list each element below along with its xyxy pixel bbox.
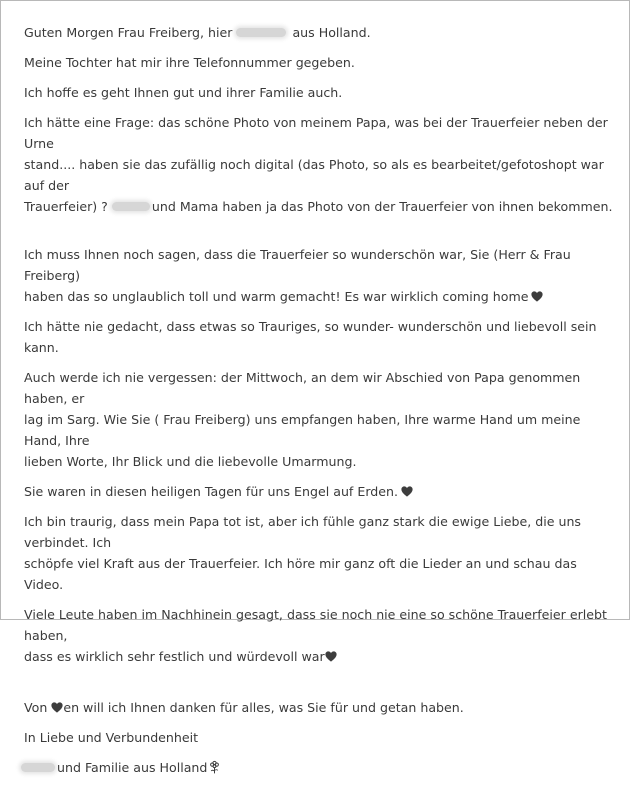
farewell-line-2: lag im Sarg. Wie Sie ( Frau Freiberg) uns empfangen haben, Ihre warme Hand um meine Hand, Ihre [24,412,581,448]
redacted-name [236,28,286,37]
heart-icon [325,651,337,662]
paragraph-farewell [24,367,614,472]
greeting-text-before: Guten Morgen Frau Freiberg, hier [24,25,233,40]
question-line-3-end: und Mama haben ja das Photo von der Trauerfeier von ihnen bekommen. [151,199,613,214]
paragraph-angels [24,481,614,502]
grief-line-2: schöpfe viel Kraft aus der Trauerfeier. Ich höre mir ganz oft die Lieder an und schau das Video. [24,556,577,592]
redacted-name [112,202,150,211]
heart-icon [51,702,63,713]
thanks-text-after: en will ich Ihnen danken für alles, was Sie für und getan haben. [63,700,464,715]
paragraph-phone: Meine Tochter hat mir ihre Telefonnummer gegeben. [24,55,355,70]
question-line-2: stand.... haben sie das zufällig noch digital (das Photo, so als es bearbeitet/gefotoshopt war auf der [24,157,604,193]
signature-text: und Familie aus Holland [57,760,208,775]
greeting-text-after: aus Holland. [292,25,371,40]
closing: In Liebe und Verbundenheit [24,730,199,745]
signature [21,757,614,778]
people-line-2: dass es wirklich sehr festlich und würdevoll war [24,649,325,664]
ceremony-line-1: Ich muss Ihnen noch sagen, dass die Trauerfeier so wunderschön war, Sie (Herr & Frau Freiberg) [24,247,571,283]
paragraph-people [24,604,614,667]
grief-line-1: Ich bin traurig, dass mein Papa tot ist, aber ich fühle ganz stark die ewige Liebe, die uns verbindet. Ich [24,514,581,550]
heart-icon [401,486,413,497]
question-line-1: Ich hätte eine Frage: das schöne Photo von meinem Papa, was bei der Trauerfeier neben der Urne [24,115,608,151]
farewell-line-3: lieben Worte, Ihr Blick und die liebevolle Umarmung. [24,454,357,469]
question-line-3-start: Trauerfeier) ? [24,199,108,214]
paragraph-ceremony [24,244,614,307]
people-line-1: Viele Leute haben im Nachhinein gesagt, dass sie noch nie eine so schöne Trauerfeier erlebt haben, [24,607,607,643]
flower-icon [209,760,220,774]
letter-body [24,22,614,787]
heart-icon [531,291,543,302]
farewell-line-1: Auch werde ich nie vergessen: der Mittwoch, an dem wir Abschied von Papa genommen haben, er [24,370,581,406]
paragraph-thanks [24,697,614,718]
ceremony-line-2: haben das so unglaublich toll und warm gemacht! Es war wirklich coming home [24,289,529,304]
angels-text: Sie waren in diesen heiligen Tagen für uns Engel auf Erden. [24,484,399,499]
paragraph-wishes: Ich hoffe es geht Ihnen gut und ihrer Familie auch. [24,85,343,100]
greeting [24,22,614,43]
paragraph-grief [24,511,614,595]
thanks-text-before: Von [24,700,48,715]
paragraph-never-thought: Ich hätte nie gedacht, dass etwas so Trauriges, so wunder- wunderschön und liebevoll sein kann. [24,319,597,355]
redacted-name [21,763,55,772]
paragraph-photo-question [24,112,614,217]
